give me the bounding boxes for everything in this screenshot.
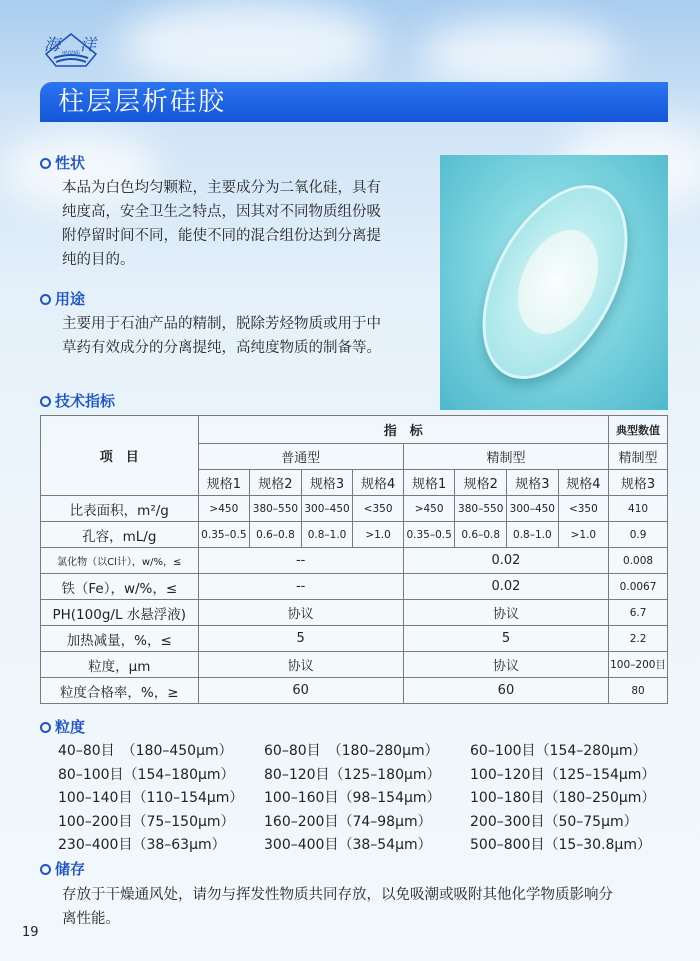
table-cell: 300–450 — [301, 496, 353, 522]
table-cell: <350 — [353, 496, 403, 522]
brand-logo — [40, 28, 102, 72]
svg-text:HAIYANG: HAIYANG — [62, 50, 80, 55]
table-cell: 0.6–0.8 — [455, 522, 507, 548]
table-row — [41, 652, 668, 678]
table-cell: 0.0067 — [609, 574, 668, 600]
row-label: 粒度合格率，%，≥ — [41, 678, 199, 704]
table-cell: 6.7 — [609, 600, 668, 626]
section-heading-particle: 粒度 — [40, 716, 85, 737]
header-spec: 规格3 — [301, 470, 353, 496]
table-cell: 0.35–0.5 — [198, 522, 250, 548]
header-item: 项 目 — [41, 416, 199, 496]
particle-size-item: 200–300目（50–75μm） — [470, 813, 638, 830]
section-heading-storage: 储存 — [40, 858, 85, 879]
svg-text:海: 海 — [44, 35, 61, 54]
table-row — [41, 522, 668, 548]
particle-size-item: 230–400目（38–63μm） — [58, 837, 226, 853]
header-group-refined: 精制型 — [403, 444, 608, 470]
table-cell: 60 — [403, 678, 608, 704]
row-label: 比表面积，m²/g — [41, 496, 199, 522]
table-cell: 380–550 — [250, 496, 302, 522]
header-spec: 规格2 — [455, 470, 507, 496]
particle-size-item: 40–80目 （180–450μm） — [58, 743, 233, 759]
table-row — [41, 548, 668, 574]
header-spec: 规格4 — [558, 470, 608, 496]
uses-text: 主要用于石油产品的精制，脱除芳烃物质或用于中 草药有效成分的分离提纯，高纯度物质的制备等。 — [62, 316, 381, 356]
table-cell: >450 — [403, 496, 455, 522]
header-spec: 规格4 — [353, 470, 403, 496]
table-cell: 0.35–0.5 — [403, 522, 455, 548]
bullet-ring-icon — [40, 722, 51, 733]
particle-size-item: 80–120目（125–180μm） — [264, 766, 441, 783]
particle-size-item: 80–100目（154–180μm） — [58, 766, 235, 783]
table-cell: 80 — [609, 678, 668, 704]
properties-text: 本品为白色均匀颗粒，主要成分为二氧化硅，具有 纯度高，安全卫生之特点，因其对不同物质组份吸 附停留时间不同，能使不同的混合组份达到分离提 纯的目的。 — [62, 180, 381, 268]
particle-size-item: 100–180目（180–250μm） — [470, 790, 656, 806]
table-cell: 2.2 — [609, 626, 668, 652]
table-cell: >450 — [198, 496, 250, 522]
table-cell: -- — [198, 574, 403, 600]
table-cell: 协议 — [198, 600, 403, 626]
row-label: 铁（Fe），w/%，≤ — [41, 574, 199, 600]
particle-size-item: 500–800目（15–30.8μm） — [470, 837, 651, 853]
section-heading-specs: 技术指标 — [40, 390, 115, 411]
bullet-ring-icon — [40, 158, 51, 169]
particle-size-item: 100–140目（110–154μm） — [58, 790, 244, 806]
header-typical: 典型数值 — [609, 416, 668, 444]
svg-text:洋: 洋 — [80, 35, 97, 54]
spec-table — [40, 415, 668, 704]
header-typical-group: 精制型 — [609, 444, 668, 470]
particle-size-item: 160–200目（74–98μm） — [264, 813, 432, 830]
table-cell: >1.0 — [353, 522, 403, 548]
table-cell: 0.02 — [403, 548, 608, 574]
section-heading-properties: 性状 — [40, 152, 85, 173]
particle-size-item: 60–80目 （180–280μm） — [264, 743, 439, 759]
table-cell: 5 — [198, 626, 403, 652]
header-spec: 规格2 — [250, 470, 302, 496]
bullet-ring-icon — [40, 396, 51, 407]
header-spec: 规格3 — [609, 470, 668, 496]
particle-size-item: 60–100目（154–280μm） — [470, 743, 647, 759]
table-cell: <350 — [558, 496, 608, 522]
section-heading-uses: 用途 — [40, 288, 85, 309]
table-cell: 协议 — [403, 652, 608, 678]
table-row — [41, 600, 668, 626]
table-cell: 380–550 — [455, 496, 507, 522]
table-cell: 410 — [609, 496, 668, 522]
particle-size-item: 100–120目（125–154μm） — [470, 766, 656, 783]
row-label: 加热减量，%，≤ — [41, 626, 199, 652]
page-number: 19 — [22, 925, 39, 940]
table-cell: 0.9 — [609, 522, 668, 548]
table-cell: 0.6–0.8 — [250, 522, 302, 548]
table-cell: 0.8–1.0 — [301, 522, 353, 548]
table-cell: 0.02 — [403, 574, 608, 600]
table-cell: 100–200目 — [609, 652, 668, 678]
product-photo — [440, 155, 668, 410]
table-row — [41, 626, 668, 652]
header-spec: 规格1 — [198, 470, 250, 496]
table-row — [41, 678, 668, 704]
particle-size-item: 100–200目（75–150μm） — [58, 813, 235, 830]
particle-size-list — [58, 740, 676, 858]
row-label: 粒度，μm — [41, 652, 199, 678]
table-cell: 协议 — [198, 652, 403, 678]
table-cell: 5 — [403, 626, 608, 652]
header-spec: 规格3 — [507, 470, 559, 496]
header-group-normal: 普通型 — [198, 444, 403, 470]
table-cell: 协议 — [403, 600, 608, 626]
header-spec: 规格1 — [403, 470, 455, 496]
row-label: 孔容，mL/g — [41, 522, 199, 548]
header-index: 指 标 — [198, 416, 609, 444]
row-label: PH(100g/L 水悬浮液) — [41, 600, 199, 626]
row-label: 氯化物（以Cl计），w/%，≤ — [41, 548, 199, 574]
table-cell: -- — [198, 548, 403, 574]
table-row — [41, 496, 668, 522]
table-cell: 0.008 — [609, 548, 668, 574]
table-cell: >1.0 — [558, 522, 608, 548]
bullet-ring-icon — [40, 864, 51, 875]
table-cell: 60 — [198, 678, 403, 704]
storage-text: 存放于干燥通风处，请勿与挥发性物质共同存放，以免吸潮或吸附其他化学物质影响分 离性能。 — [62, 887, 613, 927]
table-cell: 0.8–1.0 — [507, 522, 559, 548]
table-cell: 300–450 — [507, 496, 559, 522]
particle-size-item: 300–400目（38–54μm） — [264, 837, 432, 853]
table-row — [41, 574, 668, 600]
bullet-ring-icon — [40, 294, 51, 305]
particle-size-item: 100–160目（98–154μm） — [264, 790, 441, 806]
page-title: 柱层层析硅胶 — [40, 82, 668, 122]
